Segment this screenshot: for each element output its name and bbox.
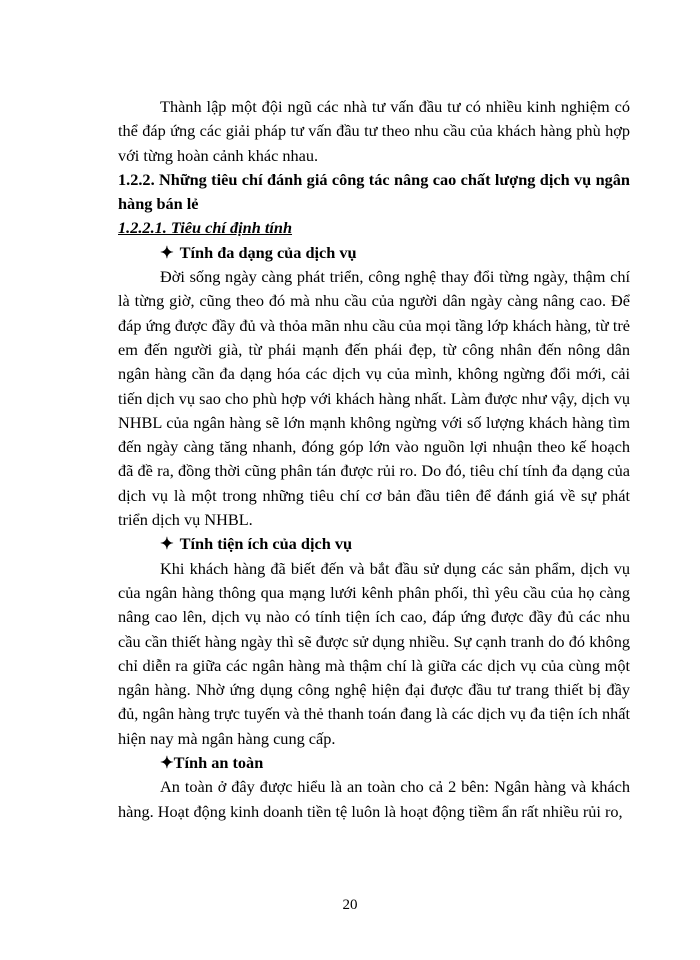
four-pointed-star-icon: ✦	[160, 534, 174, 554]
paragraph-safety: An toàn ở đây được hiểu là an toàn cho cả 2 bên: Ngân hàng và khách hàng. Hoạt động kinh doanh tiền tệ luôn là hoạt động tiềm ẩn rất nhiều rủi ro,	[118, 777, 630, 821]
subsection-heading: 1.2.2.1. Tiêu chí định tính	[118, 218, 293, 238]
section-heading: 1.2.2. Những tiêu chí đánh giá công tác nâng cao chất lượng dịch vụ ngân hàng bán lẻ	[118, 169, 630, 214]
page-content	[118, 95, 630, 824]
page-number: 20	[342, 897, 358, 913]
bullet-heading-label: Tính an toàn	[173, 753, 264, 773]
bullet-heading-label: Tính tiện ích của dịch vụ	[179, 534, 353, 554]
paragraph-convenience: Khi khách hàng đã biết đến và bắt đầu sử dụng các sản phẩm, dịch vụ của ngân hàng thông qua mạng lưới kênh phân phối, thì yêu cầu của họ càng nâng cao lên, dịch vụ nào có tính tiện ích cao, đáp ứng được đầy đủ các nhu cầu cần thiết hàng ngày thì sẽ được sử dụng nhiều. Sự cạnh tranh do đó không chỉ diễn ra giữa các ngân hàng mà thậm chí là giữa các dịch vụ của cùng một ngân hàng. Nhờ ứng dụng công nghệ hiện đại được đầu tư trang thiết bị đầy đủ, ngân hàng trực tuyến và thẻ thanh toán đang là các dịch vụ đa tiện ích nhất hiện nay mà ngân hàng cung cấp.	[118, 558, 630, 748]
bullet-heading-convenience	[118, 532, 630, 556]
four-pointed-star-icon: ✦	[160, 753, 174, 773]
bullet-heading-safety	[118, 751, 630, 775]
bullet-heading-label: Tính đa dạng của dịch vụ	[179, 242, 357, 262]
bullet-heading-diversity	[118, 241, 630, 265]
paragraph-diversity: Đời sống ngày càng phát triển, công nghệ thay đổi từng ngày, thậm chí là từng giờ, cũng theo đó mà nhu cầu của người dân ngày càng nâng cao. Để đáp ứng được đầy đủ và thỏa mãn nhu cầu của mọi tầng lớp khách hàng, từ trẻ em đến người già, từ phái mạnh đến phái đẹp, từ công nhân đến nông dân ngân hàng cần đa dạng hóa các dịch vụ của mình, không ngừng đổi mới, cải tiến dịch vụ sao cho phù hợp với khách hàng nhất. Làm được như vậy, dịch vụ NHBL của ngân hàng sẽ lớn mạnh không ngừng với số lượng khách hàng tìm đến ngày càng tăng nhanh, đóng góp lớn vào nguồn lợi nhuận theo kế hoạch đã đề ra, đồng thời cũng phân tán được rủi ro. Do đó, tiêu chí tính đa dạng của dịch vụ là một trong những tiêu chí cơ bản đầu tiên để đánh giá về sự phát triển dịch vụ NHBL.	[118, 267, 630, 530]
four-pointed-star-icon: ✦	[160, 242, 174, 262]
paragraph-intro: Thành lập một đội ngũ các nhà tư vấn đầu tư có nhiều kinh nghiệm có thể đáp ứng các giải pháp tư vấn đầu tư theo nhu cầu của khách hàng phù hợp với từng hoàn cảnh khác nhau.	[118, 97, 630, 165]
